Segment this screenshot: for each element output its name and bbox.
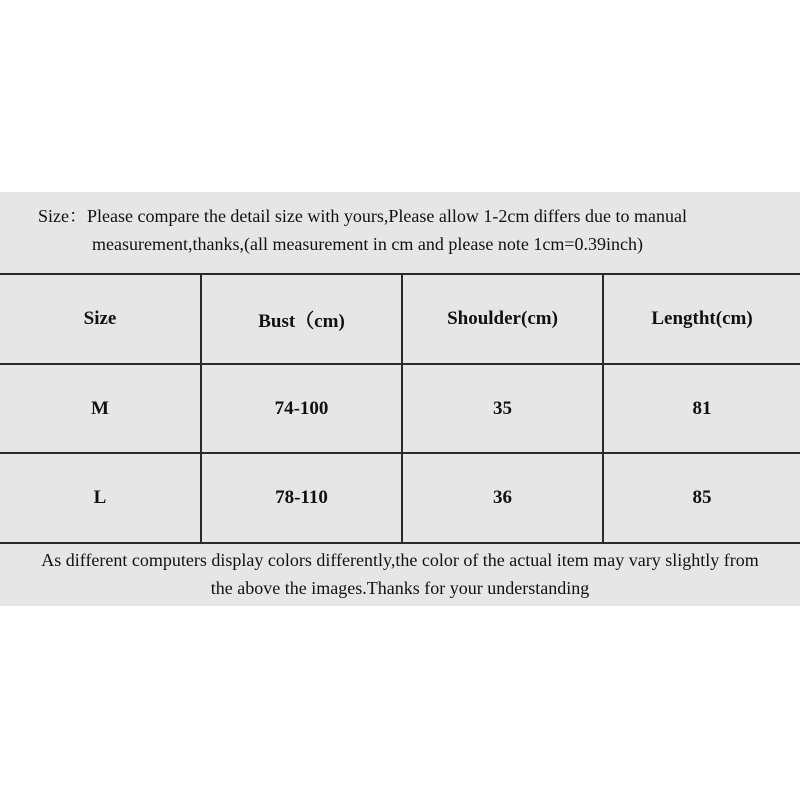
header-shoulder: Shoulder(cm) <box>447 308 558 329</box>
color-disclaimer <box>0 546 800 602</box>
cell-bust-m: 74-100 <box>274 397 329 419</box>
color-disclaimer-line-2: the above the images.Thanks for your understanding <box>210 578 590 598</box>
cell-length-l: 85 <box>692 487 712 508</box>
size-notice-line-1: Size：Please compare the detail size with yours,Please allow 1-2cm differs due to manual <box>38 206 687 226</box>
header-size: Size <box>83 308 117 329</box>
size-notice-line-2: measurement,thanks,(all measurement in cm and please note 1cm=0.39inch) <box>92 234 643 254</box>
color-disclaimer-line-1: As different computers display colors differently,the color of the actual item may vary slightly from <box>41 550 759 570</box>
cell-size-m: M <box>91 397 109 419</box>
cell-shoulder-l: 36 <box>493 487 512 508</box>
size-notice <box>0 202 800 262</box>
cell-length-m: 81 <box>692 397 712 419</box>
cell-size-l: L <box>93 487 107 508</box>
header-length: Lengtht(cm) <box>651 308 753 329</box>
size-chart <box>0 192 800 606</box>
cell-bust-l: 78-110 <box>275 487 328 508</box>
table-border-bottom <box>0 542 800 544</box>
header-bust: Bust（cm) <box>258 310 345 332</box>
cell-shoulder-m: 35 <box>493 397 512 419</box>
